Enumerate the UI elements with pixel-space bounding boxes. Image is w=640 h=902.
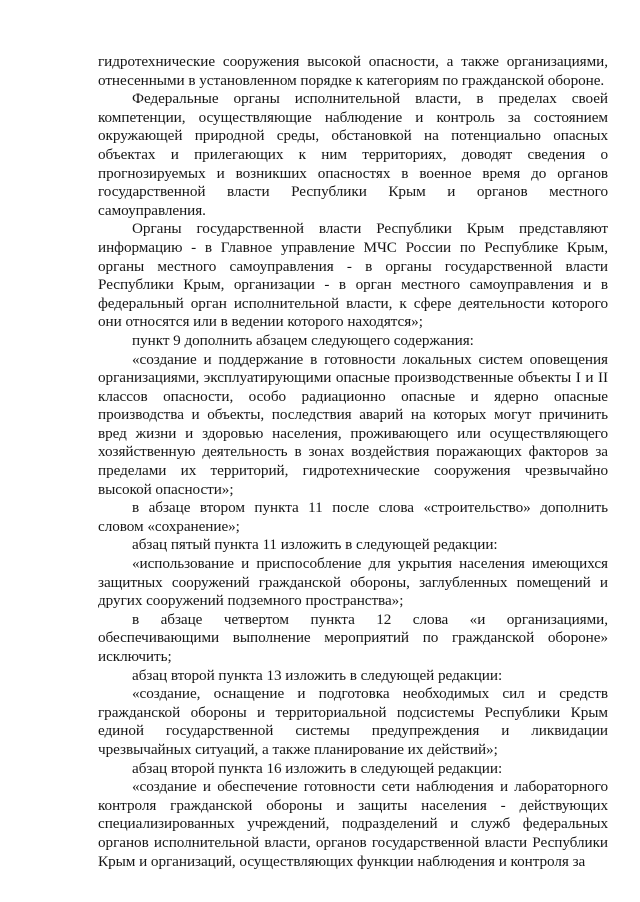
paragraph-item-13-instruction: абзац второй пункта 13 изложить в следующей редакции: bbox=[132, 666, 503, 684]
paragraph-item-11-instruction: абзац пятый пункта 11 изложить в следующей редакции: bbox=[132, 536, 498, 554]
paragraph-item-13-text: «создание, оснащение и подготовка необходимых сил и средств гражданской обороны и территориальной подсистемы Республики Крым единой государственной системы предупреждения и ликвидации чрезвычайных ситуаций, а также планирование их действий»; bbox=[98, 685, 608, 758]
paragraph-item-11-addition: в абзаце втором пункта 11 после слова «строительство» дополнить словом «сохранение»; bbox=[98, 499, 608, 535]
paragraph-item-9-instruction: пункт 9 дополнить абзацем следующего содержания: bbox=[132, 331, 474, 349]
paragraph-item-16-instruction: абзац второй пункта 16 изложить в следующей редакции: bbox=[132, 759, 503, 777]
paragraph-federal-bodies: Федеральные органы исполнительной власти, в пределах своей компетенции, осуществляющие наблюдение и контроль за состоянием окружающей природной среды, обстановкой на потенциально опасных объектах и прилегающих к ним территориях, доводят сведения о прогнозируемых и возникших опасностях в военное время до органов государственной власти Республики Крым и органов местного самоуправления. bbox=[98, 90, 608, 219]
paragraph-crimea-authorities: Органы государственной власти Республики Крым представляют информацию - в Главное управление МЧС России по Республике Крым, органы местного самоуправления - в органы государственной власти Республики Крым, организации - в орган местного самоуправления и в федеральный орган исполнительной власти, к сфере деятельности которого они относятся или в ведении которого находятся»; bbox=[98, 220, 608, 331]
paragraph-item-12-amendment: в абзаце четвертом пункта 12 слова «и организациями, обеспечивающими выполнение мероприятий по гражданской обороне» исключить; bbox=[98, 610, 608, 665]
paragraph-item-9-text: «создание и поддержание в готовности локальных систем оповещения организациями, эксплуатирующими опасные производственные объекты I и II классов опасности, особо радиационно опасные и ядерно опасные производства и объекты, последствия аварий на которых могут причинить вред жизни и здоровью населения, проживающего или осуществляющего хозяйственную деятельность в зонах воздействия поражающих факторов за пределами их территорий, гидротехнические сооружения чрезвычайно высокой опасности»; bbox=[98, 350, 608, 498]
document-body bbox=[98, 53, 608, 871]
paragraph-item-11-text: «использование и приспособление для укрытия населения имеющихся защитных сооружений гражданской обороны, заглубленных помещений и других сооружений подземного пространства»; bbox=[98, 555, 608, 610]
paragraph-continuation: гидротехнические сооружения высокой опасности, а также организациями, отнесенными в установленном порядке к категориям по гражданской обороне. bbox=[98, 53, 608, 89]
paragraph-item-16-text: «создание и обеспечение готовности сети наблюдения и лабораторного контроля гражданской обороны и защиты населения - действующих специализированных учреждений, подразделений и служб федеральных органов исполнительной власти, органов государственной власти Республики Крым и организаций, осуществляющих функции наблюдения и контроля за bbox=[98, 778, 608, 870]
